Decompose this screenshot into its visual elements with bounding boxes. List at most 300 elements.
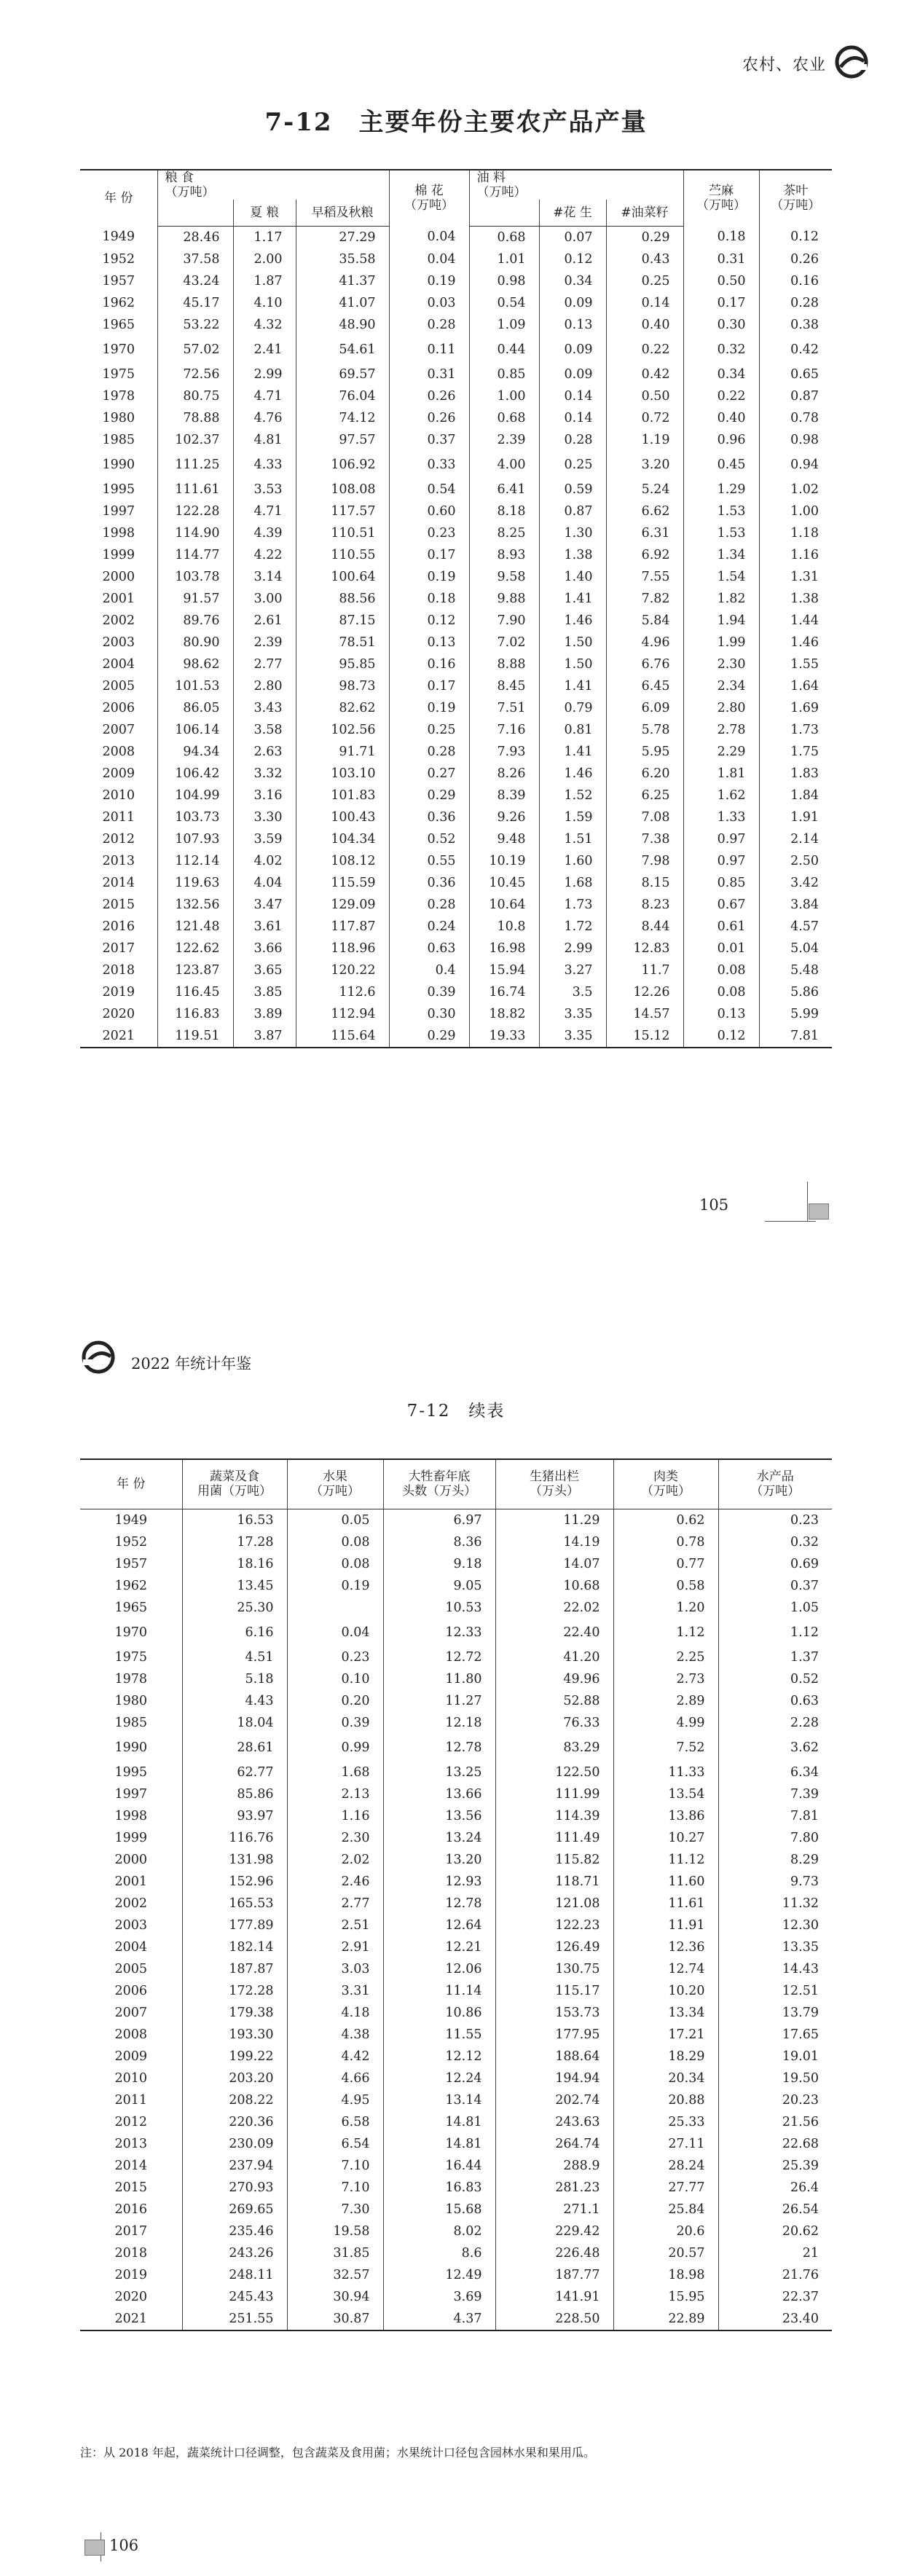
value-cell: 108.08 xyxy=(296,479,389,500)
table-footnote: 注：从 2018 年起，蔬菜统计口径调整，包含蔬菜及食用菌；水果统计口径包含园林水果和果用瓜。 xyxy=(80,2446,595,2459)
value-cell: 7.55 xyxy=(606,566,683,588)
value-cell: 9.88 xyxy=(469,588,539,610)
value-cell: 111.99 xyxy=(495,1783,613,1805)
value-cell: 13.35 xyxy=(718,1936,832,1958)
table-row xyxy=(80,2177,832,2199)
year-cell: 2021 xyxy=(114,2311,148,2326)
year-cell: 2013 xyxy=(102,853,135,868)
table-row xyxy=(80,785,832,806)
value-cell: 0.32 xyxy=(683,336,759,364)
value-cell: 12.18 xyxy=(383,1712,495,1734)
value-cell: 5.48 xyxy=(759,959,832,981)
table-row xyxy=(80,1827,832,1849)
value-cell: 1.30 xyxy=(539,522,606,544)
value-cell: 11.7 xyxy=(606,959,683,981)
value-cell: 12.74 xyxy=(613,1958,718,1980)
year-cell: 1978 xyxy=(114,1671,148,1686)
col-fruit: 水果 （万吨） xyxy=(287,1459,383,1509)
col-pigs: 生猪出栏 （万头） xyxy=(495,1459,613,1509)
value-cell: 251.55 xyxy=(182,2308,287,2330)
value-cell: 7.93 xyxy=(469,741,539,763)
value-cell: 101.83 xyxy=(296,785,389,806)
value-cell: 10.20 xyxy=(613,1980,718,2002)
table-row xyxy=(80,1893,832,1915)
year-cell: 2003 xyxy=(102,635,135,650)
table-row xyxy=(80,894,832,916)
value-cell: 1.55 xyxy=(759,653,832,675)
value-cell: 0.69 xyxy=(718,1553,832,1575)
year-cell: 1997 xyxy=(114,1786,148,1802)
value-cell: 19.33 xyxy=(469,1025,539,1048)
value-cell: 0.07 xyxy=(539,226,606,248)
value-cell: 122.50 xyxy=(495,1762,613,1783)
value-cell: 1.51 xyxy=(539,828,606,850)
value-cell: 2.34 xyxy=(683,675,759,697)
value-cell: 57.02 xyxy=(157,336,233,364)
table-row xyxy=(80,500,832,522)
table-row xyxy=(80,850,832,872)
value-cell: 9.48 xyxy=(469,828,539,850)
value-cell: 118.96 xyxy=(296,938,389,959)
value-cell: 3.31 xyxy=(287,1980,383,2002)
value-cell: 6.45 xyxy=(606,675,683,697)
value-cell: 203.20 xyxy=(182,2068,287,2089)
year-cell: 2017 xyxy=(102,941,135,956)
value-cell: 1.46 xyxy=(759,632,832,653)
table-row xyxy=(80,2199,832,2220)
value-cell: 5.04 xyxy=(759,938,832,959)
value-cell: 1.83 xyxy=(759,763,832,785)
value-cell: 6.41 xyxy=(469,479,539,500)
value-cell: 235.46 xyxy=(182,2220,287,2242)
value-cell: 80.75 xyxy=(157,385,233,407)
table-row xyxy=(80,336,832,364)
value-cell: 0.12 xyxy=(389,610,469,632)
value-cell: 0.26 xyxy=(389,407,469,429)
value-cell: 101.53 xyxy=(157,675,233,697)
year-cell: 2018 xyxy=(102,962,135,978)
year-cell: 1949 xyxy=(102,229,135,245)
value-cell: 1.38 xyxy=(759,588,832,610)
value-cell: 0.67 xyxy=(683,894,759,916)
value-cell: 104.34 xyxy=(296,828,389,850)
value-cell: 0.54 xyxy=(389,479,469,500)
value-cell: 2.73 xyxy=(613,1668,718,1690)
value-cell: 18.82 xyxy=(469,1003,539,1025)
value-cell: 16.53 xyxy=(182,1509,287,1531)
year-cell: 1978 xyxy=(102,388,135,404)
value-cell: 3.03 xyxy=(287,1958,383,1980)
value-cell: 4.33 xyxy=(233,451,296,479)
value-cell: 1.40 xyxy=(539,566,606,588)
value-cell: 41.37 xyxy=(296,270,389,292)
value-cell: 230.09 xyxy=(182,2133,287,2155)
value-cell: 3.84 xyxy=(759,894,832,916)
table-row xyxy=(80,1003,832,1025)
value-cell: 6.54 xyxy=(287,2133,383,2155)
value-cell: 2.30 xyxy=(683,653,759,675)
year-cell: 1999 xyxy=(102,547,135,562)
table-row xyxy=(80,632,832,653)
value-cell: 0.52 xyxy=(718,1668,832,1690)
year-cell: 2016 xyxy=(102,919,135,934)
value-cell: 8.18 xyxy=(469,500,539,522)
value-cell: 152.96 xyxy=(182,1871,287,1893)
value-cell: 26.4 xyxy=(718,2177,832,2199)
value-cell: 6.62 xyxy=(606,500,683,522)
value-cell: 2.99 xyxy=(539,938,606,959)
value-cell: 2.00 xyxy=(233,248,296,270)
value-cell: 1.31 xyxy=(759,566,832,588)
value-cell: 10.19 xyxy=(469,850,539,872)
value-cell: 3.85 xyxy=(233,981,296,1003)
value-cell: 122.62 xyxy=(157,938,233,959)
value-cell: 104.99 xyxy=(157,785,233,806)
value-cell: 12.36 xyxy=(613,1936,718,1958)
year-cell: 1999 xyxy=(114,1830,148,1845)
value-cell: 8.23 xyxy=(606,894,683,916)
value-cell: 2.46 xyxy=(287,1871,383,1893)
value-cell: 27.77 xyxy=(613,2177,718,2199)
value-cell: 93.97 xyxy=(182,1805,287,1827)
value-cell: 3.66 xyxy=(233,938,296,959)
value-cell: 3.62 xyxy=(718,1734,832,1762)
value-cell: 6.31 xyxy=(606,522,683,544)
value-cell: 0.36 xyxy=(389,806,469,828)
value-cell: 14.81 xyxy=(383,2111,495,2133)
value-cell: 1.50 xyxy=(539,653,606,675)
value-cell: 0.44 xyxy=(469,336,539,364)
table-row xyxy=(80,1646,832,1668)
table-row xyxy=(80,479,832,500)
table-row xyxy=(80,1668,832,1690)
value-cell: 7.82 xyxy=(606,588,683,610)
value-cell: 7.16 xyxy=(469,719,539,741)
value-cell: 2.13 xyxy=(287,1783,383,1805)
value-cell: 116.45 xyxy=(157,981,233,1003)
table-row xyxy=(80,1553,832,1575)
value-cell: 0.04 xyxy=(389,226,469,248)
value-cell: 17.28 xyxy=(182,1531,287,1553)
value-cell: 1.73 xyxy=(759,719,832,741)
year-cell: 2017 xyxy=(114,2223,148,2239)
value-cell: 1.33 xyxy=(683,806,759,828)
value-cell: 0.23 xyxy=(287,1646,383,1668)
value-cell: 248.11 xyxy=(182,2264,287,2286)
value-cell: 3.58 xyxy=(233,719,296,741)
value-cell: 13.14 xyxy=(383,2089,495,2111)
year-cell: 1980 xyxy=(114,1693,148,1708)
value-cell: 3.35 xyxy=(539,1025,606,1048)
value-cell: 122.23 xyxy=(495,1915,613,1936)
col-tea: 茶叶 （万吨） xyxy=(759,170,832,226)
value-cell: 1.62 xyxy=(683,785,759,806)
value-cell: 48.90 xyxy=(296,314,389,336)
value-cell: 13.56 xyxy=(383,1805,495,1827)
table-row xyxy=(80,981,832,1003)
value-cell: 13.34 xyxy=(613,2002,718,2024)
value-cell: 0.24 xyxy=(389,916,469,938)
year-cell: 1949 xyxy=(114,1512,148,1528)
value-cell: 0.96 xyxy=(683,429,759,451)
value-cell: 11.91 xyxy=(613,1915,718,1936)
value-cell: 0.98 xyxy=(759,429,832,451)
value-cell: 7.30 xyxy=(287,2199,383,2220)
value-cell: 7.08 xyxy=(606,806,683,828)
value-cell: 11.60 xyxy=(613,1871,718,1893)
table-row xyxy=(80,270,832,292)
value-cell: 0.36 xyxy=(389,872,469,894)
value-cell: 0.33 xyxy=(389,451,469,479)
value-cell: 172.28 xyxy=(182,1980,287,2002)
value-cell: 4.02 xyxy=(233,850,296,872)
value-cell: 179.38 xyxy=(182,2002,287,2024)
year-cell: 1997 xyxy=(102,503,135,519)
value-cell: 0.87 xyxy=(759,385,832,407)
value-cell: 86.05 xyxy=(157,697,233,719)
year-cell: 2000 xyxy=(114,1852,148,1867)
value-cell: 1.50 xyxy=(539,632,606,653)
col-autumn-grain: 早稻及秋粮 xyxy=(296,200,389,226)
value-cell: 1.12 xyxy=(718,1619,832,1646)
value-cell: 1.68 xyxy=(539,872,606,894)
value-cell: 0.22 xyxy=(683,385,759,407)
value-cell: 2.77 xyxy=(287,1893,383,1915)
table-row xyxy=(80,2111,832,2133)
value-cell: 6.97 xyxy=(383,1509,495,1531)
value-cell: 18.29 xyxy=(613,2046,718,2068)
table-row xyxy=(80,610,832,632)
year-cell: 2013 xyxy=(114,2136,148,2151)
value-cell: 237.94 xyxy=(182,2155,287,2177)
value-cell: 15.94 xyxy=(469,959,539,981)
year-cell: 2020 xyxy=(102,1006,135,1021)
value-cell: 20.88 xyxy=(613,2089,718,2111)
year-cell: 1970 xyxy=(102,342,135,357)
value-cell: 80.90 xyxy=(157,632,233,653)
table-row xyxy=(80,429,832,451)
value-cell: 1.73 xyxy=(539,894,606,916)
value-cell: 2.91 xyxy=(287,1936,383,1958)
value-cell: 0.32 xyxy=(718,1531,832,1553)
value-cell: 0.97 xyxy=(683,850,759,872)
value-cell: 14.57 xyxy=(606,1003,683,1025)
year-cell: 2009 xyxy=(114,2049,148,2064)
value-cell: 106.42 xyxy=(157,763,233,785)
value-cell: 0.08 xyxy=(683,981,759,1003)
value-cell: 4.51 xyxy=(182,1646,287,1668)
value-cell: 111.25 xyxy=(157,451,233,479)
value-cell: 0.34 xyxy=(539,270,606,292)
table-row xyxy=(80,1915,832,1936)
value-cell: 103.10 xyxy=(296,763,389,785)
value-cell: 110.55 xyxy=(296,544,389,566)
page-marker-icon xyxy=(84,2540,105,2556)
value-cell: 76.04 xyxy=(296,385,389,407)
table-row xyxy=(80,2024,832,2046)
value-cell: 0.17 xyxy=(389,675,469,697)
value-cell: 106.92 xyxy=(296,451,389,479)
value-cell: 72.56 xyxy=(157,364,233,385)
value-cell: 111.49 xyxy=(495,1827,613,1849)
value-cell: 1.34 xyxy=(683,544,759,566)
value-cell: 15.68 xyxy=(383,2199,495,2220)
year-cell: 2001 xyxy=(102,591,135,606)
value-cell: 0.28 xyxy=(539,429,606,451)
value-cell: 2.80 xyxy=(233,675,296,697)
year-cell: 2010 xyxy=(114,2070,148,2086)
value-cell: 13.86 xyxy=(613,1805,718,1827)
value-cell: 19.50 xyxy=(718,2068,832,2089)
value-cell: 54.61 xyxy=(296,336,389,364)
value-cell: 8.39 xyxy=(469,785,539,806)
value-cell: 116.76 xyxy=(182,1827,287,1849)
value-cell: 26.54 xyxy=(718,2199,832,2220)
year-cell: 1990 xyxy=(102,457,135,472)
year-cell: 1980 xyxy=(102,410,135,425)
value-cell: 271.1 xyxy=(495,2199,613,2220)
value-cell: 82.62 xyxy=(296,697,389,719)
value-cell: 0.94 xyxy=(759,451,832,479)
value-cell: 130.75 xyxy=(495,1958,613,1980)
value-cell: 0.09 xyxy=(539,364,606,385)
value-cell: 11.27 xyxy=(383,1690,495,1712)
value-cell: 7.80 xyxy=(718,1827,832,1849)
value-cell: 269.65 xyxy=(182,2199,287,2220)
value-cell: 7.51 xyxy=(469,697,539,719)
col-peanut: #花 生 xyxy=(539,200,606,226)
year-cell: 2001 xyxy=(114,1874,148,1889)
value-cell: 0.13 xyxy=(539,314,606,336)
value-cell: 0.18 xyxy=(683,226,759,248)
year-cell: 2003 xyxy=(114,1917,148,1933)
value-cell: 117.87 xyxy=(296,916,389,938)
value-cell: 0.08 xyxy=(287,1531,383,1553)
value-cell: 100.64 xyxy=(296,566,389,588)
value-cell: 4.42 xyxy=(287,2046,383,2068)
value-cell: 12.78 xyxy=(383,1734,495,1762)
value-cell: 1.38 xyxy=(539,544,606,566)
value-cell: 7.10 xyxy=(287,2177,383,2199)
value-cell: 9.73 xyxy=(718,1871,832,1893)
value-cell: 1.72 xyxy=(539,916,606,938)
value-cell: 9.26 xyxy=(469,806,539,828)
value-cell xyxy=(287,1597,383,1619)
value-cell: 0.29 xyxy=(389,1025,469,1048)
table-row xyxy=(80,1509,832,1531)
value-cell: 115.64 xyxy=(296,1025,389,1048)
table-row xyxy=(80,1690,832,1712)
value-cell: 14.07 xyxy=(495,1553,613,1575)
value-cell: 7.52 xyxy=(613,1734,718,1762)
value-cell: 19.58 xyxy=(287,2220,383,2242)
value-cell: 12.51 xyxy=(718,1980,832,2002)
value-cell: 30.94 xyxy=(287,2286,383,2308)
value-cell: 115.82 xyxy=(495,1849,613,1871)
value-cell: 0.22 xyxy=(606,336,683,364)
value-cell: 0.16 xyxy=(759,270,832,292)
production-table-continued xyxy=(80,1458,832,2331)
value-cell: 0.4 xyxy=(389,959,469,981)
year-cell: 1952 xyxy=(102,251,135,267)
value-cell: 94.34 xyxy=(157,741,233,763)
value-cell: 0.08 xyxy=(683,959,759,981)
value-cell: 0.65 xyxy=(759,364,832,385)
value-cell: 5.24 xyxy=(606,479,683,500)
value-cell: 226.48 xyxy=(495,2242,613,2264)
value-cell: 0.45 xyxy=(683,451,759,479)
value-cell: 0.19 xyxy=(389,270,469,292)
value-cell: 0.63 xyxy=(389,938,469,959)
col-ramie: 苎麻 （万吨） xyxy=(683,170,759,226)
year-cell: 2002 xyxy=(102,613,135,628)
value-cell: 0.13 xyxy=(389,632,469,653)
table-row xyxy=(80,2308,832,2330)
value-cell: 13.54 xyxy=(613,1783,718,1805)
value-cell: 13.24 xyxy=(383,1827,495,1849)
value-cell: 1.59 xyxy=(539,806,606,828)
value-cell: 6.20 xyxy=(606,763,683,785)
value-cell: 6.34 xyxy=(718,1762,832,1783)
value-cell: 88.56 xyxy=(296,588,389,610)
value-cell: 114.90 xyxy=(157,522,233,544)
value-cell: 2.02 xyxy=(287,1849,383,1871)
value-cell: 52.88 xyxy=(495,1690,613,1712)
value-cell: 115.59 xyxy=(296,872,389,894)
value-cell: 0.25 xyxy=(606,270,683,292)
value-cell: 1.20 xyxy=(613,1597,718,1619)
table-row xyxy=(80,1849,832,1871)
value-cell: 1.12 xyxy=(613,1619,718,1646)
value-cell: 78.88 xyxy=(157,407,233,429)
value-cell: 126.49 xyxy=(495,1936,613,1958)
value-cell: 18.04 xyxy=(182,1712,287,1734)
year-cell: 1970 xyxy=(114,1625,148,1640)
year-cell: 2004 xyxy=(114,1939,148,1955)
year-cell: 1957 xyxy=(102,273,135,288)
value-cell: 8.25 xyxy=(469,522,539,544)
table-row xyxy=(80,828,832,850)
value-cell: 0.43 xyxy=(606,248,683,270)
value-cell: 132.56 xyxy=(157,894,233,916)
value-cell: 4.39 xyxy=(233,522,296,544)
value-cell: 0.60 xyxy=(389,500,469,522)
value-cell: 19.01 xyxy=(718,2046,832,2068)
value-cell: 21.76 xyxy=(718,2264,832,2286)
value-cell: 22.68 xyxy=(718,2133,832,2155)
value-cell: 10.53 xyxy=(383,1597,495,1619)
value-cell: 0.04 xyxy=(287,1619,383,1646)
table-row xyxy=(80,1958,832,1980)
value-cell: 0.28 xyxy=(759,292,832,314)
value-cell: 1.82 xyxy=(683,588,759,610)
value-cell: 7.90 xyxy=(469,610,539,632)
value-cell: 25.84 xyxy=(613,2199,718,2220)
value-cell: 4.18 xyxy=(287,2002,383,2024)
value-cell: 220.36 xyxy=(182,2111,287,2133)
value-cell: 8.6 xyxy=(383,2242,495,2264)
value-cell: 0.52 xyxy=(389,828,469,850)
value-cell: 0.58 xyxy=(613,1575,718,1597)
value-cell: 4.96 xyxy=(606,632,683,653)
value-cell: 0.68 xyxy=(469,226,539,248)
value-cell: 2.39 xyxy=(233,632,296,653)
value-cell: 8.88 xyxy=(469,653,539,675)
value-cell: 13.20 xyxy=(383,1849,495,1871)
value-cell: 0.61 xyxy=(683,916,759,938)
value-cell: 119.51 xyxy=(157,1025,233,1048)
value-cell: 41.07 xyxy=(296,292,389,314)
